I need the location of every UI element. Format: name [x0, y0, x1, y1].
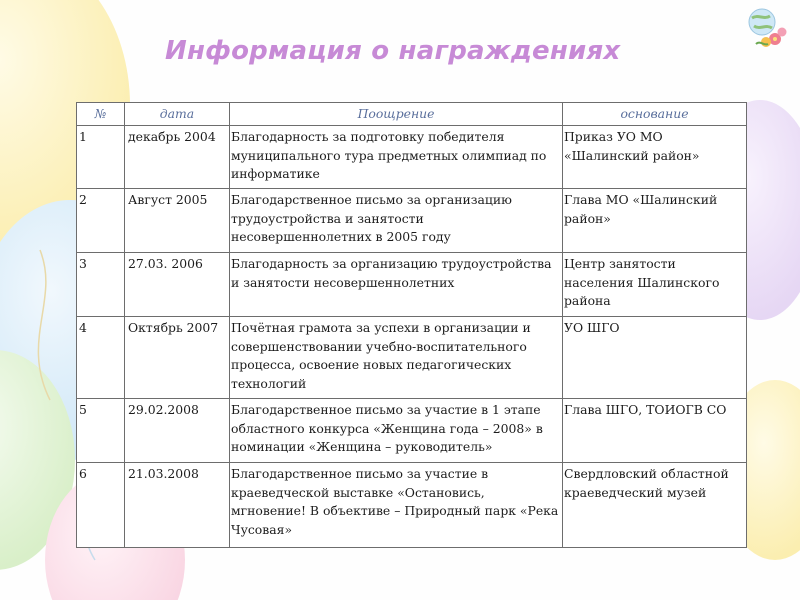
awards-table — [76, 102, 747, 548]
table-row — [77, 189, 747, 253]
globe-flowers-icon — [742, 4, 790, 52]
table-header-row — [77, 103, 747, 126]
table-row — [77, 463, 747, 548]
cell-basis: Глава МО «Шалинский район» — [563, 189, 747, 253]
table-row — [77, 253, 747, 317]
cell-award: Благодарность за организацию трудоустройства и занятости несовершеннолетних — [230, 253, 563, 317]
cell-number: 3 — [77, 253, 125, 317]
cell-number: 4 — [77, 317, 125, 399]
header-basis: основание — [563, 103, 747, 126]
cell-number: 1 — [77, 126, 125, 189]
cell-award: Благодарственное письмо за участие в 1 этапе областного конкурса «Женщина года – 2008» в номинации «Женщина – руководитель» — [230, 399, 563, 463]
table-row — [77, 317, 747, 399]
cell-date: 29.02.2008 — [125, 399, 230, 463]
cell-number: 5 — [77, 399, 125, 463]
cell-date: Август 2005 — [125, 189, 230, 253]
table-row — [77, 399, 747, 463]
cell-basis: УО ШГО — [563, 317, 747, 399]
page-title: Информация о награждениях — [165, 36, 621, 66]
cell-award: Благодарственное письмо за организацию трудоустройства и занятости несовершеннолетних в 2005 году — [230, 189, 563, 253]
header-number: № — [77, 103, 125, 126]
cell-date: декабрь 2004 — [125, 126, 230, 189]
cell-date: 21.03.2008 — [125, 463, 230, 548]
header-award: Поощрение — [230, 103, 563, 126]
header-date: дата — [125, 103, 230, 126]
cell-basis: Приказ УО МО «Шалинский район» — [563, 126, 747, 189]
table-row — [77, 126, 747, 189]
cell-number: 2 — [77, 189, 125, 253]
cell-basis: Свердловский областной краеведческий музей — [563, 463, 747, 548]
cell-basis: Центр занятости населения Шалинского района — [563, 253, 747, 317]
cell-date: Октябрь 2007 — [125, 317, 230, 399]
cell-award: Благодарность за подготовку победителя муниципального тура предметных олимпиад по информатике — [230, 126, 563, 189]
cell-date: 27.03. 2006 — [125, 253, 230, 317]
cell-award: Благодарственное письмо за участие в краеведческой выставке «Остановись, мгновение! В объективе – Природный парк «Река Чусовая» — [230, 463, 563, 548]
cell-number: 6 — [77, 463, 125, 548]
cell-award: Почётная грамота за успехи в организации и совершенствовании учебно-воспитательного процесса, освоение новых педагогических технологий — [230, 317, 563, 399]
cell-basis: Глава ШГО, ТОИОГВ СО — [563, 399, 747, 463]
